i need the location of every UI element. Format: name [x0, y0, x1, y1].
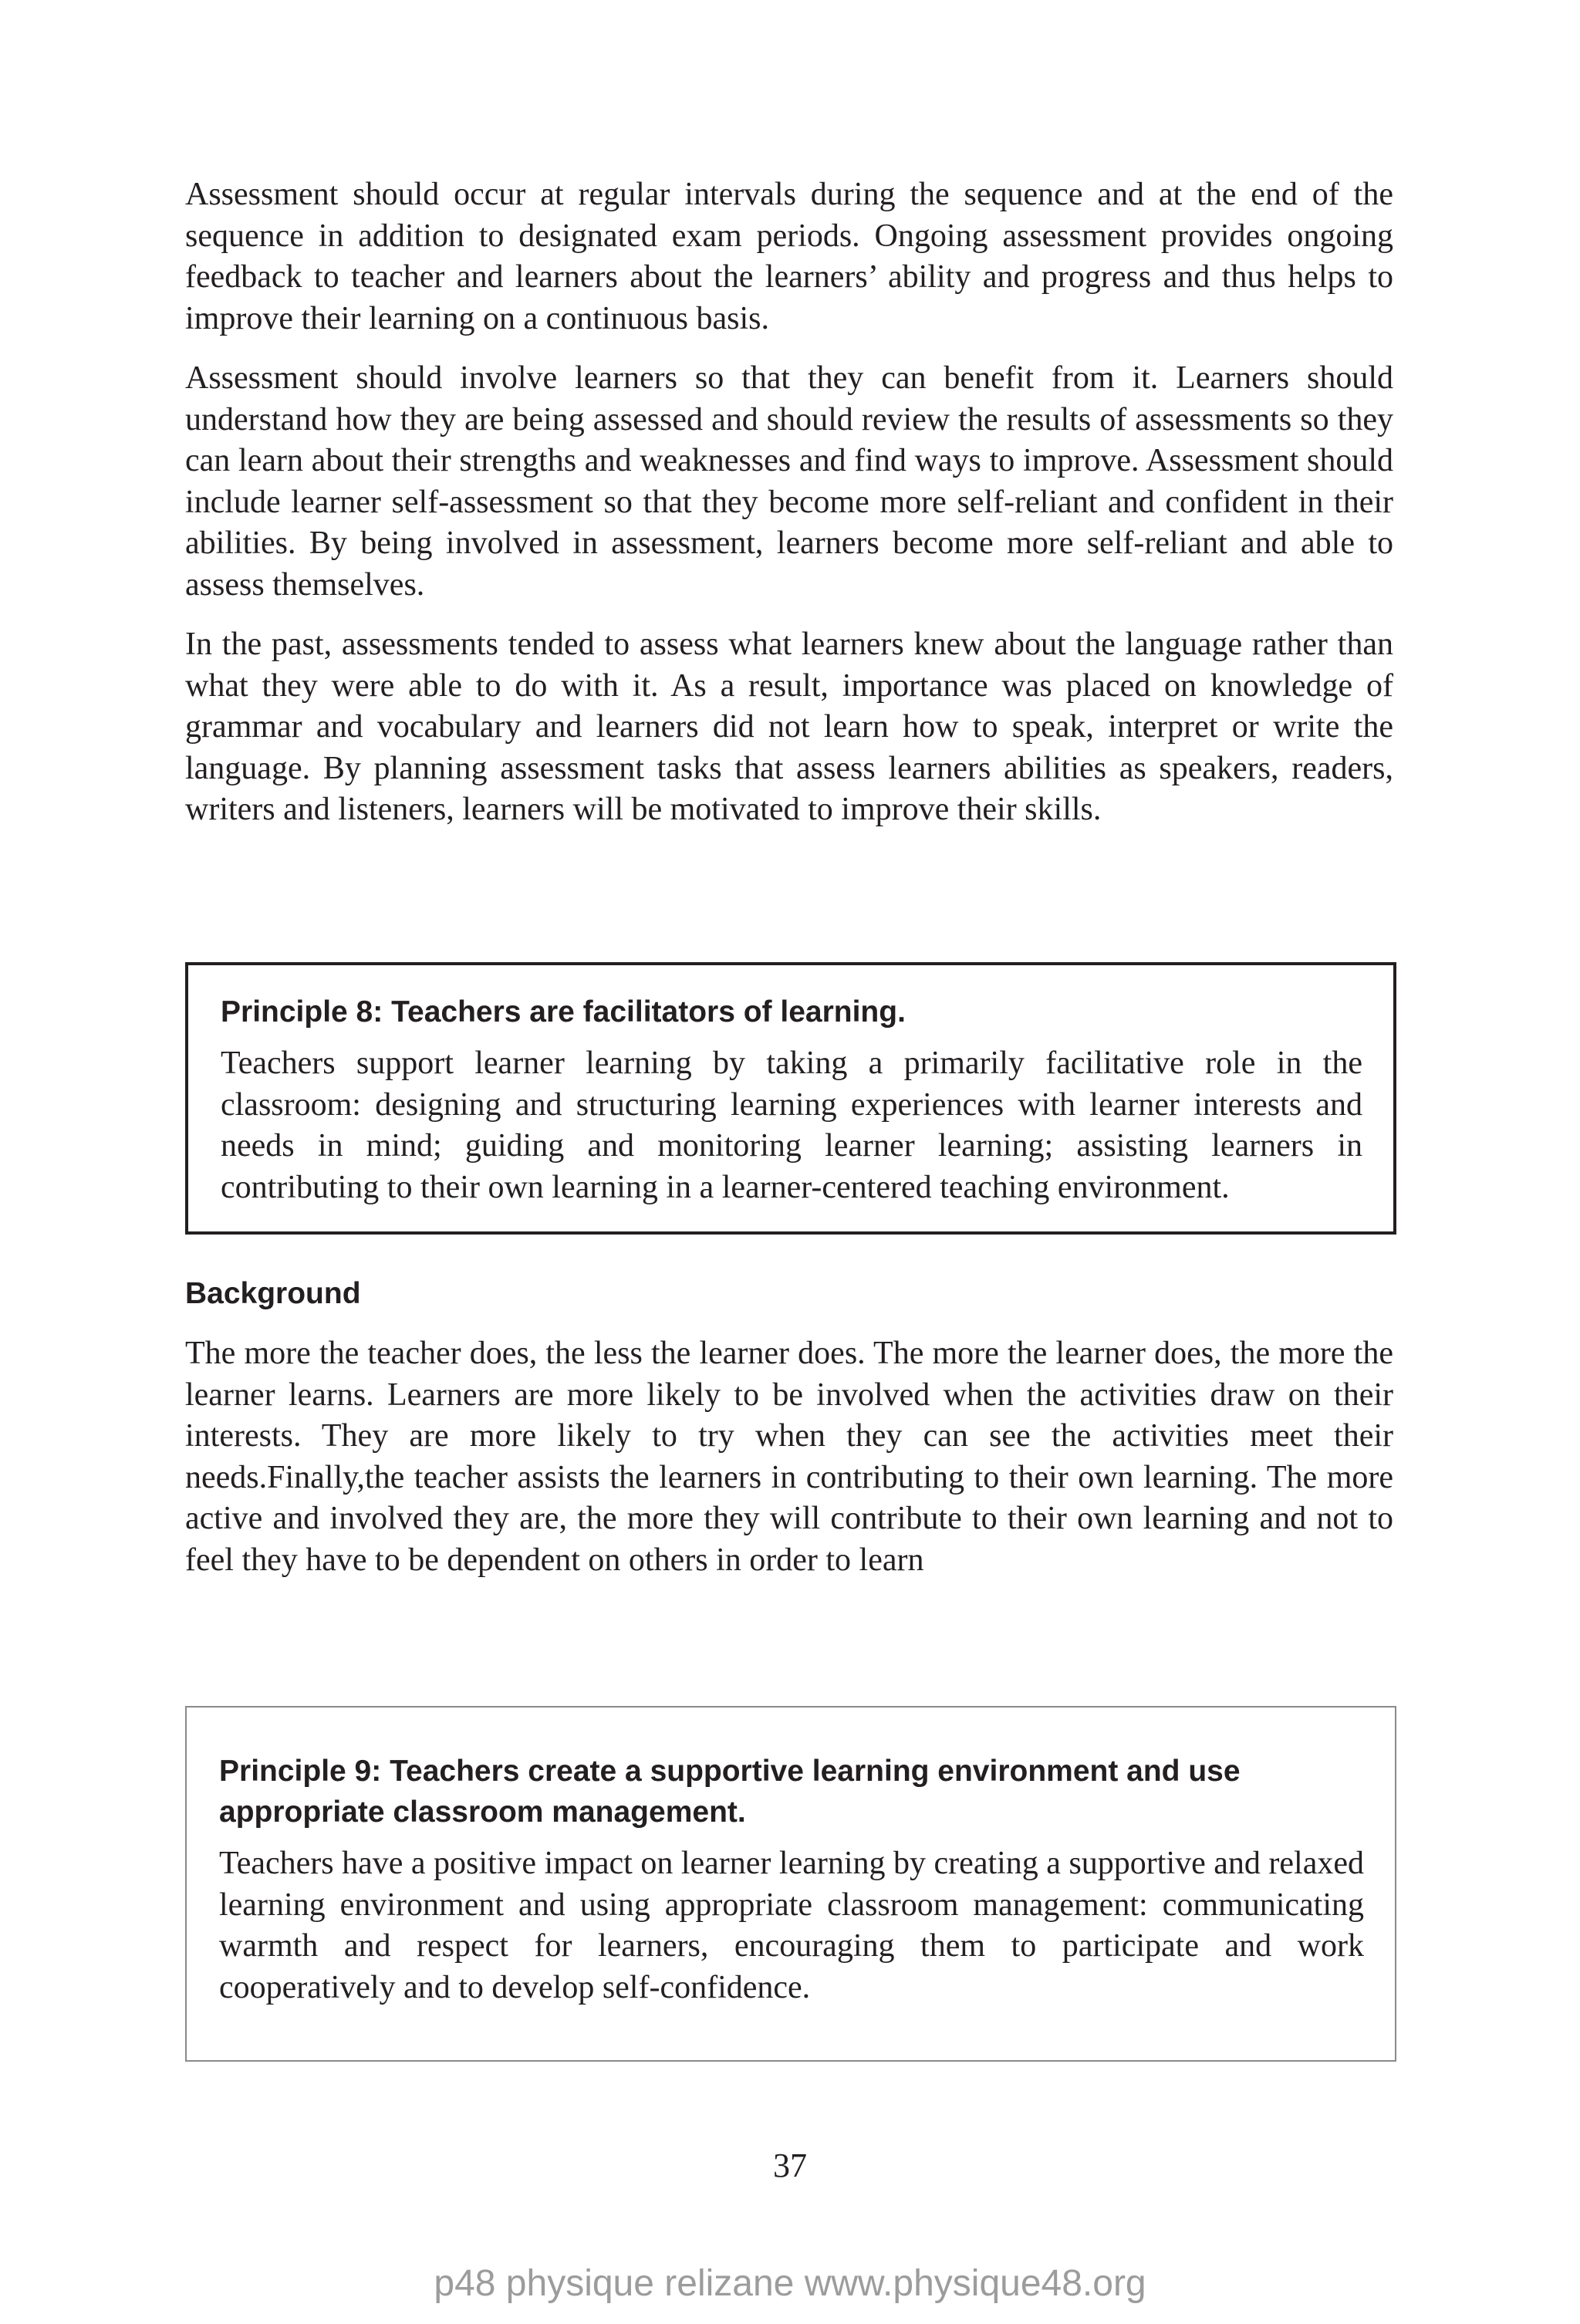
background-heading: Background — [185, 1277, 361, 1310]
background-section — [185, 1333, 1393, 1599]
principle-9-heading: Principle 9: Teachers create a supportive learning environment and use appropriate classroom management. — [219, 1755, 1241, 1829]
watermark-text: p48 physique relizane www.physique48.org — [434, 2263, 1146, 2304]
paragraph-past-assessments: In the past, assessments tended to assess what learners knew about the language rather than what they were able to do with it. As a result, importance was placed on knowledge of grammar and vocabulary and learners did not learn how to speak, interpret or write the language. By planning assessment tasks that assess learners abilities as speakers, readers, writers and listeners, learners will be motivated to improve their skills. — [185, 627, 1393, 827]
principle-8-box — [185, 962, 1396, 1235]
principle-8-heading: Principle 8: Teachers are facilitators of learning. — [221, 995, 906, 1029]
principle-9-box — [185, 1706, 1396, 2062]
page-number: 37 — [773, 2147, 807, 2184]
background-body: The more the teacher does, the less the learner does. The more the learner does, the more the learner learns. Learners are more likely to be involved when the activities draw on their interests. They are more likely to try when they can see the activities meet their needs.Finally,the teacher assists the learners in contributing to their own learning. The more active and involved they are, the more they will contribute to their own learning and not to feel they have to be dependent on others in order to learn — [185, 1336, 1393, 1578]
principle-9-body: Teachers have a positive impact on learner learning by creating a supportive and relaxed learning environment and using appropriate classroom management: communicating warmth and respect for learners, encouraging them to participate and work cooperatively and to develop self-confidence. — [219, 1846, 1364, 2005]
paragraph-ongoing-assessment: Assessment should occur at regular intervals during the sequence and at the end of the sequence in addition to designated exam periods. Ongoing assessment provides ongoing feedback to teacher and learners about the learners’ ability and progress and thus helps to improve their learning on a continuous basis. — [185, 177, 1393, 336]
principle-8-body: Teachers support learner learning by taking a primarily facilitative role in the classroom: designing and structuring learning experiences with learner interests and needs in mind; guiding and monitoring learner learning; assisting learners in contributing to their own learning in a learner-centered teaching environment. — [221, 1045, 1362, 1205]
intro-section — [185, 174, 1393, 850]
paragraph-learner-involvement: Assessment should involve learners so that they can benefit from it. Learners should understand how they are being assessed and should review the results of assessments so they can learn about their strengths and weaknesses and find ways to improve. Assessment should include learner self-assessment so that they become more self-reliant and confident in their abilities. By being involved in assessment, learners become more self-reliant and able to assess themselves. — [185, 360, 1393, 603]
